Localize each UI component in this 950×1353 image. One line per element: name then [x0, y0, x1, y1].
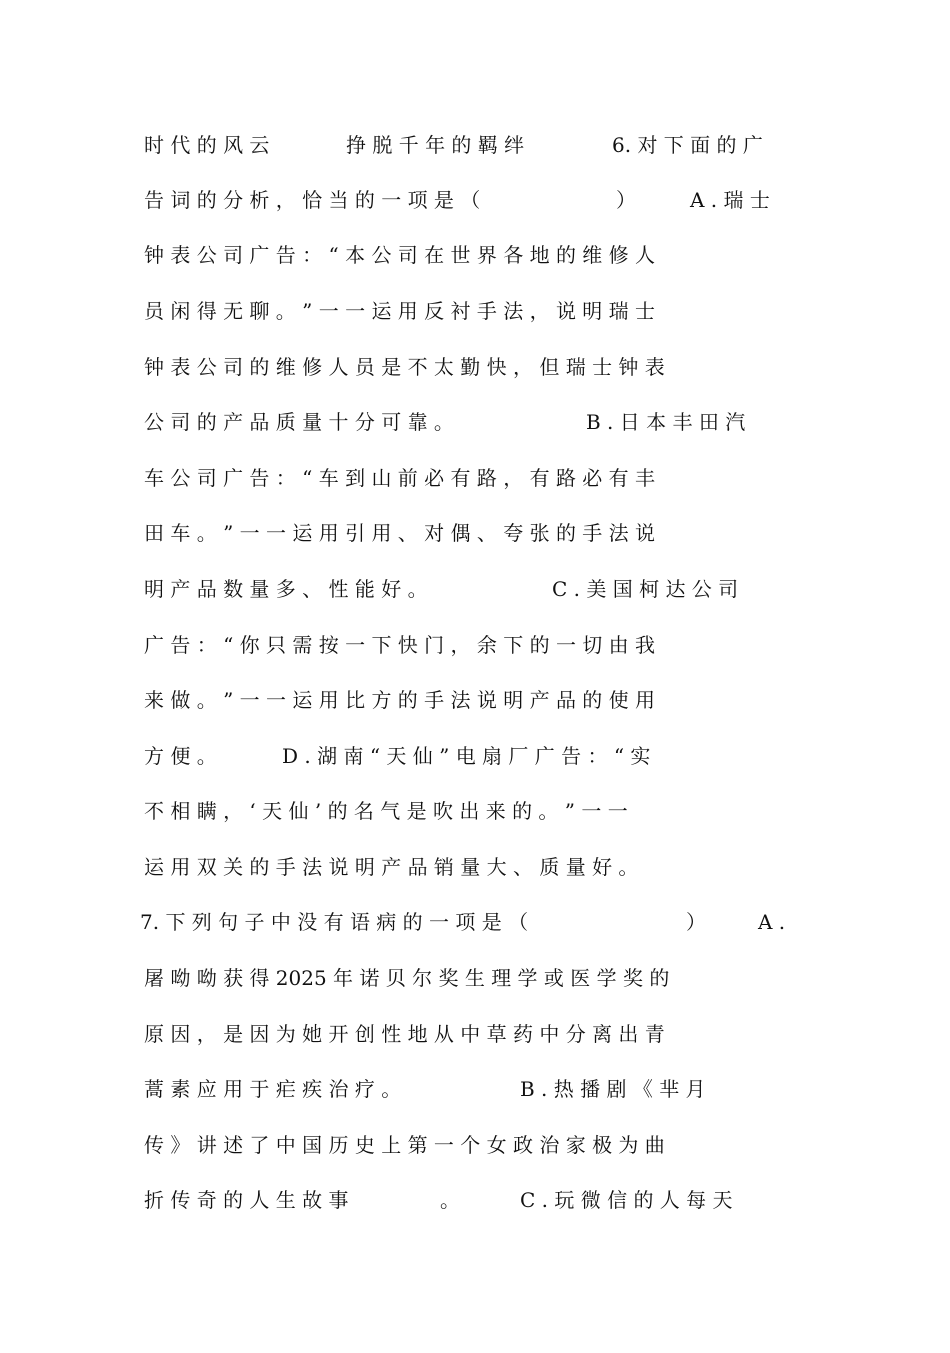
text-segment: C . 美 国 柯 达 公 司: [552, 577, 739, 601]
text-line: [0, 683, 950, 717]
text-line: [0, 1017, 950, 1051]
text-segment: 钟 表 公 司 广 告 ： “ 本 公 司 在 世 界 各 地 的 维 修 人: [144, 243, 656, 267]
text-line: [0, 1183, 950, 1217]
text-segment: 方 便 。: [144, 744, 217, 768]
text-segment: 田 车 。 ” 一 一 运 用 引 用 、 对 偶 、 夸 张 的 手 法 说: [144, 521, 656, 545]
text-line: [0, 1072, 950, 1106]
text-line: [0, 238, 950, 272]
text-segment: 传 》 讲 述 了 中 国 历 史 上 第 一 个 女 政 治 家 极 为 曲: [144, 1133, 665, 1157]
text-line: [0, 350, 950, 384]
text-line: [0, 572, 950, 606]
text-segment: 明 产 品 数 量 多 、 性 能 好 。: [144, 577, 428, 601]
text-segment: 蒿 素 应 用 于 疟 疾 治 疗 。: [144, 1077, 402, 1101]
text-segment: ）: [616, 188, 636, 212]
text-segment: 挣 脱 千 年 的 羁 绊: [346, 133, 525, 157]
text-segment: A .: [758, 910, 786, 934]
text-segment: 6. 对 下 面 的 广: [612, 133, 763, 157]
text-segment: 原 因 ， 是 因 为 她 开 创 性 地 从 中 草 药 中 分 离 出 青: [144, 1022, 665, 1046]
text-segment: 7. 下 列 句 子 中 没 有 语 病 的 一 项 是 （: [140, 910, 529, 934]
text-segment: 屠 呦 呦 获 得 2025 年 诺 贝 尔 奖 生 理 学 或 医 学 奖 的: [144, 966, 670, 990]
text-line: [0, 183, 950, 217]
text-segment: 不 相 瞒 ， ‘ 天 仙 ’ 的 名 气 是 吹 出 来 的 。 ” 一 一: [144, 799, 628, 823]
text-line: [0, 628, 950, 662]
text-line: [0, 294, 950, 328]
text-line: [0, 961, 950, 995]
text-segment: 钟 表 公 司 的 维 修 人 员 是 不 太 勤 快 ， 但 瑞 士 钟 表: [144, 355, 665, 379]
text-segment: 广 告 ： “ 你 只 需 按 一 下 快 门 ， 余 下 的 一 切 由 我: [144, 633, 656, 657]
text-line: [0, 405, 950, 439]
text-segment: 车 公 司 广 告 ： “ 车 到 山 前 必 有 路 ， 有 路 必 有 丰: [144, 466, 656, 490]
text-segment: ）: [686, 910, 706, 934]
text-line: [0, 128, 950, 162]
text-segment: 时 代 的 风 云: [144, 133, 270, 157]
text-segment: B . 热 播 剧 《 芈 月: [520, 1077, 706, 1101]
text-segment: 员 闲 得 无 聊 。 ” 一 一 运 用 反 衬 手 法 ， 说 明 瑞 士: [144, 299, 656, 323]
text-line: [0, 461, 950, 495]
text-segment: 来 做 。 ” 一 一 运 用 比 方 的 手 法 说 明 产 品 的 使 用: [144, 688, 656, 712]
text-segment: C . 玩 微 信 的 人 每 天: [520, 1188, 733, 1212]
text-line: [0, 1128, 950, 1162]
text-segment: D . 湖 南 “ 天 仙 ” 电 扇 厂 广 告 ： “ 实: [282, 744, 651, 768]
text-line: [0, 516, 950, 550]
text-segment: 。: [440, 1188, 460, 1212]
text-segment: 公 司 的 产 品 质 量 十 分 可 靠 。: [144, 410, 454, 434]
text-line: [0, 850, 950, 884]
text-segment: B . 日 本 丰 田 汽: [586, 410, 746, 434]
text-segment: 告 词 的 分 析 ， 恰 当 的 一 项 是 （: [144, 188, 481, 212]
text-segment: A . 瑞 士: [690, 188, 770, 212]
text-line: [0, 905, 950, 939]
text-line: [0, 739, 950, 773]
text-line: [0, 794, 950, 828]
text-segment: 运 用 双 关 的 手 法 说 明 产 品 销 量 大 、 质 量 好 。: [144, 855, 639, 879]
text-segment: 折 传 奇 的 人 生 故 事: [144, 1188, 349, 1212]
